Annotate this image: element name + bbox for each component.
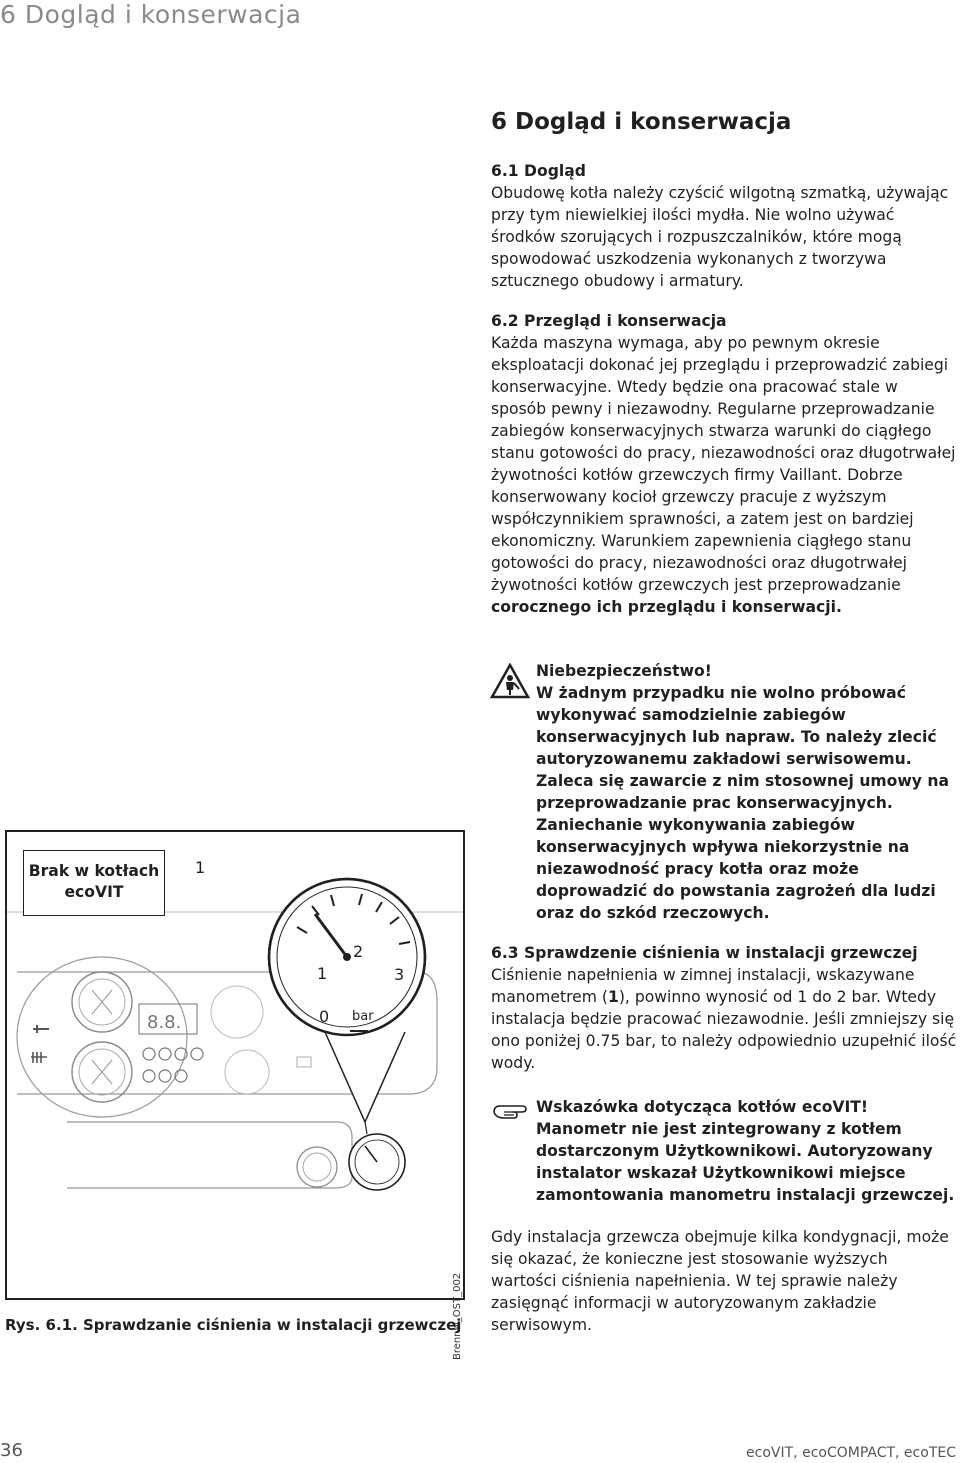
page-number: 36 <box>0 1440 23 1461</box>
hint-note <box>536 1096 960 1206</box>
section-6-3-ref: 1 <box>607 988 619 1006</box>
section-6-1-title: 6.1 Dogląd <box>491 162 586 180</box>
section-6-3b-text: Gdy instalacja grzewcza obejmuje kilka kondygnacji, może się okazać, że konieczne jest stosowanie wyższych wartości ciśnienia napełnienia. W tej sprawie należy zasięgnąć informacji w autoryzowanym zakładzie serwisowym. <box>491 1228 949 1334</box>
footer-products: ecoVIT, ecoCOMPACT, ecoTEC <box>746 1445 956 1461</box>
running-header: 6 Dogląd i konserwacja <box>0 0 302 29</box>
gauge-unit: bar <box>352 1009 374 1024</box>
figure-caption: Rys. 6.1. Sprawdzanie ciśnienia w instalacji grzewczej <box>5 1316 462 1334</box>
section-6-1 <box>491 160 957 292</box>
hint-text: Manometr nie jest zintegrowany z kotłem dostarczonym Użytkownikowi. Autoryzowany instalator wskazał Użytkownikowi miejsce zamontowania manometru instalacji grzewczej. <box>536 1120 955 1204</box>
gauge-label-1: 1 <box>317 964 328 983</box>
gauge-label-0: 0 <box>319 1007 330 1026</box>
section-6-3-text-a: Ciśnienie napełnienia w zimnej instalacji, wskazywane manometrem ( <box>491 966 915 1006</box>
section-6-2-title: 6.2 Przegląd i konserwacja <box>491 312 727 330</box>
panel-display: 8.8. <box>147 1012 182 1033</box>
figure-item-number: 1 <box>195 858 206 877</box>
section-6-3-continued <box>491 1226 957 1336</box>
gauge-label-2: 2 <box>353 942 364 961</box>
section-6-2-body: Każda maszyna wymaga, aby po pewnym okresie eksploatacji dokonać jej przeglądu i przeprowadzić zabiegi konserwacyjne. Wtedy będzie ona pracować stale w sposób pewny i niezawodny. Regularne przeprowadzanie zabiegów konserwacyjnych stwarza warunki do ciągłego stanu gotowości do pracy, niezawodności oraz długotrwałej żywotności kotłów grzewczych firmy Vaillant. Dobrze konserwowany kocioł grzewczy pracuje z wyższym współczynnikiem sprawności, a zatem jest on bardziej ekonomiczny. Warunkiem zapewnienia ciągłego stanu gotowości do pracy, niezawodności oraz długotrwałej żywotności kotłów grzewczych jest przeprowadzanie <box>491 334 956 594</box>
section-6-3-text <box>491 964 957 1074</box>
callout-line-2: ecoVIT <box>64 883 124 901</box>
section-6-2 <box>491 310 957 618</box>
section-6 <box>491 108 957 136</box>
section-6-2-text <box>491 332 957 618</box>
danger-note <box>536 660 960 924</box>
warning-triangle-icon <box>490 663 530 703</box>
danger-text: W żadnym przypadku nie wolno próbować wykonywać samodzielnie zabiegów konserwacyjnych lub napraw. To należy zlecić autoryzowanemu zakładowi serwisowemu. Zaleca się zawarcie z nim stosownej umowy na przeprowadzanie prac konserwacyjnych. Zaniechanie wykonywania zabiegów konserwacyjnych wpływa niekorzystnie na niezawodność pracy kotła oraz może doprowadzić do powstania zagrożeń dla ludzi oraz do szkód rzeczowych. <box>536 684 950 922</box>
section-6-2-bold: corocznego ich przeglądu i konserwacji. <box>491 598 842 616</box>
figure-callout <box>23 850 165 916</box>
section-6-3-text-b: ), powinno wynosić od 1 do 2 bar. Wtedy instalacja będzie pracować niezawodnie. Jeśli zmniejszy się ono poniżej 0.75 bar, to należy odpowiednio uzupełnić ilość wody. <box>491 988 957 1072</box>
section-title: 6 Dogląd i konserwacja <box>491 109 792 135</box>
section-6-3 <box>491 942 957 1074</box>
figure-code: Brennw_OST_002 <box>452 1272 463 1360</box>
figure-boiler-gauge <box>5 830 465 1300</box>
danger-title: Niebezpieczeństwo! <box>536 662 712 680</box>
section-6-1-text: Obudowę kotła należy czyścić wilgotną szmatką, używając przy tym niewielkiej ilości mydła. Nie wolno używać środków szorujących i rozpuszczalników, które mogą spowodować uszkodzenia wykonanych z tworzywa sztucznego obudowy i armatury. <box>491 184 949 290</box>
hint-title: Wskazówka dotycząca kotłów ecoVIT! <box>536 1098 869 1116</box>
gauge-label-3: 3 <box>394 965 405 984</box>
callout-line-1: Brak w kotłach <box>28 862 160 880</box>
pointing-hand-icon <box>492 1098 532 1128</box>
section-6-3-title: 6.3 Sprawdzenie ciśnienia w instalacji grzewczej <box>491 944 918 962</box>
